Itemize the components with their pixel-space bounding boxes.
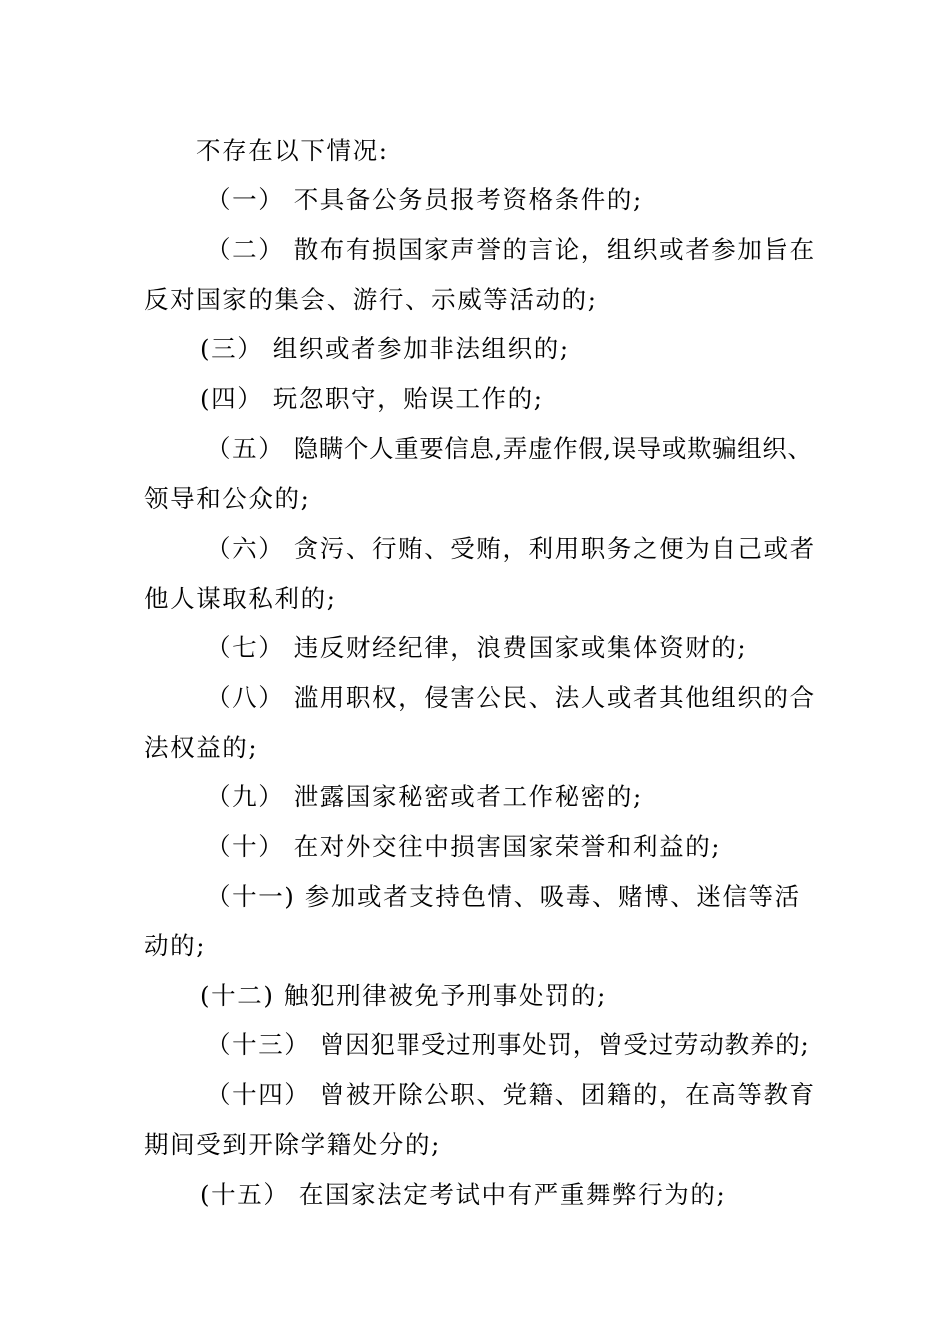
item-5-continuation: 领导和公众的; bbox=[144, 484, 311, 513]
item-2 bbox=[206, 235, 816, 265]
item-text: 滥用职权，侵害公民、法人或者其他组织的合 bbox=[293, 683, 816, 712]
item-text: 在国家法定考试中有严重舞弊行为的; bbox=[298, 1180, 727, 1209]
item-text: 贪污、行贿、受贿，利用职务之便为自己或者 bbox=[293, 534, 816, 563]
item-marker: （五） bbox=[206, 434, 285, 463]
item-marker: (十五） bbox=[200, 1180, 290, 1209]
item-text: 组织或者参加非法组织的; bbox=[272, 334, 570, 363]
item-marker: （十） bbox=[206, 832, 285, 861]
item-7 bbox=[206, 633, 747, 663]
item-11 bbox=[206, 882, 801, 912]
item-15 bbox=[200, 1180, 726, 1210]
item-text: 在对外交往中损害国家荣誉和利益的; bbox=[293, 832, 722, 861]
item-11-continuation: 动的; bbox=[144, 931, 207, 960]
item-9 bbox=[206, 782, 643, 812]
item-marker: （二） bbox=[206, 235, 285, 264]
item-marker: （九） bbox=[206, 782, 285, 811]
item-text: 隐瞒个人重要信息,弄虚作假,误导或欺骗组织、 bbox=[293, 434, 813, 463]
item-text: 玩忽职守，贻误工作的; bbox=[272, 384, 544, 413]
item-text: 曾因犯罪受过刑事处罚，曾受过劳动教养的; bbox=[319, 1030, 810, 1059]
item-1 bbox=[206, 185, 643, 215]
intro-line: 不存在以下情况: bbox=[196, 136, 389, 165]
item-text: 曾被开除公职、党籍、团籍的，在高等教育 bbox=[319, 1080, 816, 1109]
item-marker: （十三） bbox=[206, 1030, 311, 1059]
item-marker: （十四） bbox=[206, 1080, 311, 1109]
item-text: 参加或者支持色情、吸毒、赌博、迷信等活 bbox=[304, 882, 801, 911]
item-marker: （一） bbox=[206, 185, 285, 214]
item-13 bbox=[206, 1030, 810, 1060]
item-marker: (四） bbox=[200, 384, 264, 413]
item-marker: (三） bbox=[200, 334, 264, 363]
item-marker: （六） bbox=[206, 534, 285, 563]
item-text: 不具备公务员报考资格条件的; bbox=[293, 185, 643, 214]
item-marker: （八） bbox=[206, 683, 285, 712]
item-10 bbox=[206, 832, 721, 862]
item-2-continuation: 反对国家的集会、游行、示威等活动的; bbox=[144, 285, 598, 314]
item-marker: （十一) bbox=[206, 882, 296, 911]
item-8 bbox=[206, 683, 816, 713]
item-6 bbox=[206, 534, 816, 564]
item-text: 散布有损国家声誉的言论，组织或者参加旨在 bbox=[293, 235, 816, 264]
item-5 bbox=[206, 434, 812, 464]
item-4 bbox=[200, 384, 544, 414]
item-6-continuation: 他人谋取私利的; bbox=[144, 584, 337, 613]
item-text: 触犯刑律被免予刑事处罚的; bbox=[283, 981, 607, 1010]
item-text: 泄露国家秘密或者工作秘密的; bbox=[293, 782, 643, 811]
item-8-continuation: 法权益的; bbox=[144, 733, 259, 762]
item-12 bbox=[200, 981, 607, 1011]
item-marker: (十二) bbox=[200, 981, 275, 1010]
item-14 bbox=[206, 1080, 816, 1110]
item-3 bbox=[200, 334, 570, 364]
item-14-continuation: 期间受到开除学籍处分的; bbox=[144, 1130, 441, 1159]
item-text: 违反财经纪律，浪费国家或集体资财的; bbox=[293, 633, 748, 662]
item-marker: （七） bbox=[206, 633, 285, 662]
